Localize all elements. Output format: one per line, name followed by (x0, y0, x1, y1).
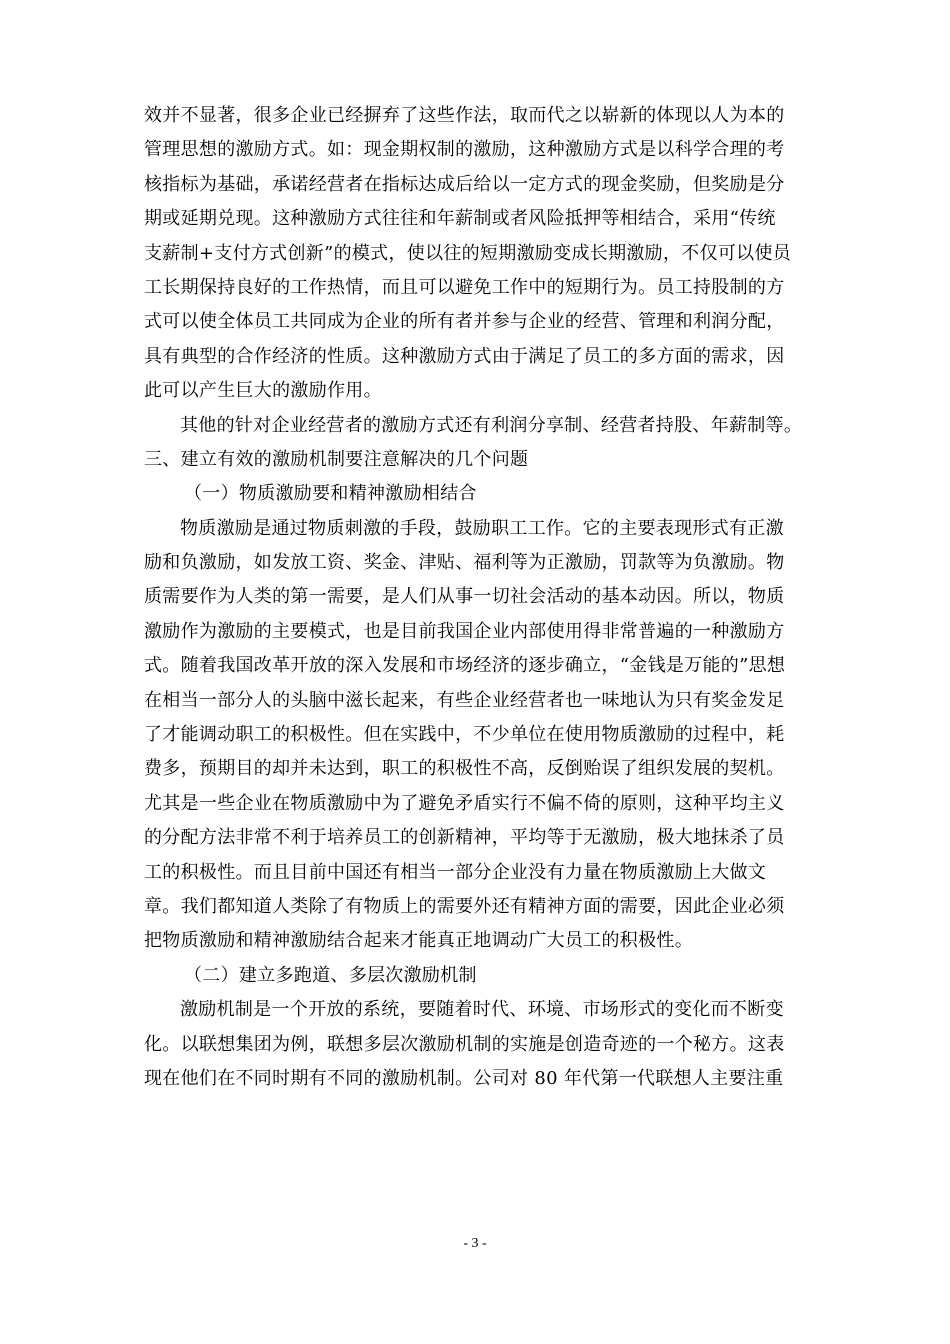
text-line: 工的积极性。而且目前中国还有相当一部分企业没有力量在物质激励上大做文 (144, 861, 767, 883)
page-number: - 3 - (463, 1236, 487, 1251)
text-line: 期或延期兑现。这种激励方式往往和年薪制或者风险抵押等相结合，采用“传统 (144, 208, 776, 230)
text-line: 管理思想的激励方式。如：现金期权制的激励，这种激励方式是以科学合理的考 (144, 139, 785, 161)
text-line: 式可以使全体员工共同成为企业的所有者并参与企业的经营、管理和利润分配， (144, 311, 785, 333)
text-line: 其他的针对企业经营者的激励方式还有利润分享制、经营者持股、年薪制等。 (180, 414, 803, 436)
text-line: 核指标为基础，承诺经营者在指标达成后给以一定方式的现金奖励，但奖励是分 (144, 173, 785, 195)
paragraph (144, 993, 808, 1096)
text-line: 章。我们都知道人类除了有物质上的需要外还有精神方面的需要，因此企业必须 (144, 895, 785, 917)
heading-text: （二）建立多跑道、多层次激励机制 (184, 964, 477, 986)
text-line: 支薪制+支付方式创新”的模式，使以往的短期激励变成长期激励，不仅可以使员 (144, 242, 792, 264)
text-line: 此可以产生巨大的激励作用。 (144, 380, 382, 402)
text-line: 励和负激励，如发放工资、奖金、津贴、福利等为正激励，罚款等为负激励。物 (144, 552, 785, 574)
text-line: 把物质激励和精神激励结合起来才能真正地调动广大员工的积极性。 (144, 930, 693, 952)
text-line: 质需要作为人类的第一需要，是人们从事一切社会活动的基本动因。所以，物质 (144, 586, 785, 608)
text-line: 效并不显著，很多企业已经摒弃了这些作法，取而代之以崭新的体现以人为本的 (144, 105, 785, 126)
text-line: 具有典型的合作经济的性质。这种激励方式由于满足了员工的多方面的需求，因 (144, 345, 785, 367)
text-line: 化。以联想集团为例，联想多层次激励机制的实施是创造奇迹的一个秘方。这表 (144, 1033, 785, 1055)
text-line: 在相当一部分人的头脑中滋长起来，有些企业经营者也一味地认为只有奖金发足 (144, 689, 785, 711)
paragraph (144, 99, 808, 409)
heading-text: （一）物质激励要和精神激励相结合 (184, 483, 477, 505)
text-line: 物质激励是通过物质刺激的手段，鼓励职工工作。它的主要表现形式有正激 (180, 517, 784, 539)
subsection-heading (144, 959, 808, 993)
section-heading (144, 443, 808, 477)
text-line: 的分配方法非常不利于培养员工的创新精神，平均等于无激励，极大地抹杀了员 (144, 827, 785, 849)
text-line: 激励机制是一个开放的系统，要随着时代、环境、市场形式的变化而不断变 (180, 999, 784, 1021)
subsection-heading (144, 477, 808, 511)
document-body (144, 99, 808, 1096)
text-line: 费多，预期目的却并未达到，职工的积极性不高，反倒贻误了组织发展的契机。 (144, 758, 785, 780)
text-line: 式。随着我国改革开放的深入发展和市场经济的逐步确立，“金钱是万能的”思想 (144, 655, 786, 677)
text-line: 尤其是一些企业在物质激励中为了避免矛盾实行不偏不倚的原则，这种平均主义 (144, 792, 785, 814)
text-line: 激励作为激励的主要模式，也是目前我国企业内部使用得非常普遍的一种激励方 (144, 620, 785, 642)
paragraph (144, 409, 808, 443)
heading-text: 三、建立有效的激励机制要注意解决的几个问题 (144, 448, 529, 470)
text-line: 了才能调动职工的积极性。但在实践中，不少单位在使用物质激励的过程中，耗 (144, 724, 785, 746)
paragraph (144, 512, 808, 959)
text-line: 现在他们在不同时期有不同的激励机制。公司对 80 年代第一代联想人主要注重 (144, 1067, 784, 1089)
text-line: 工长期保持良好的工作热情，而且可以避免工作中的短期行为。员工持股制的方 (144, 276, 785, 298)
